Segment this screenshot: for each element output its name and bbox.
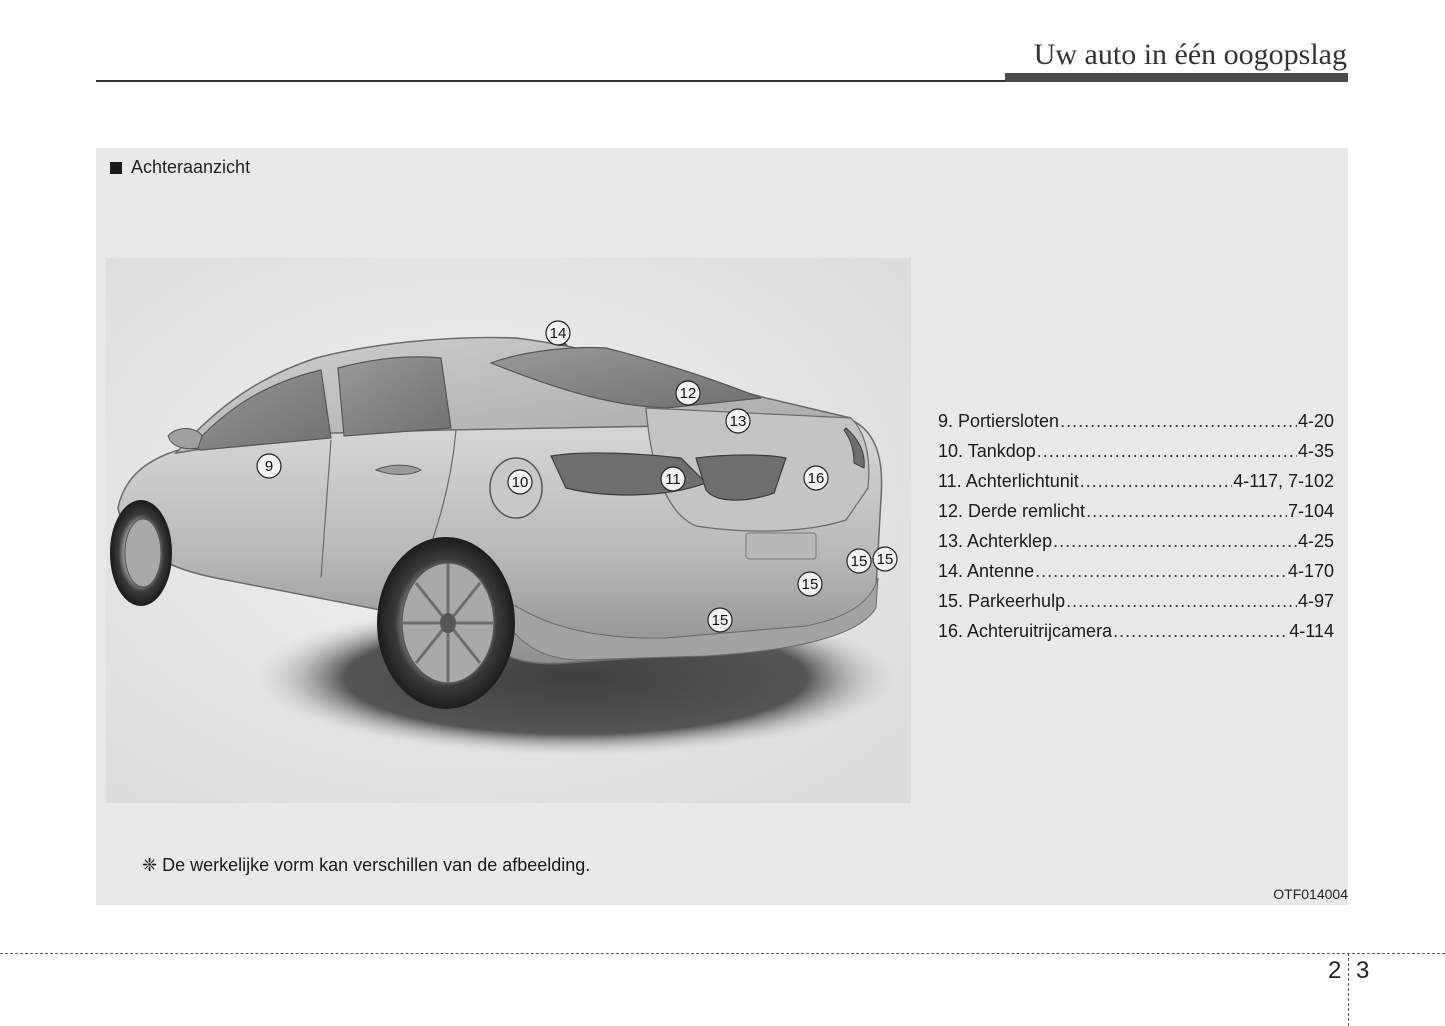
section-label [110,157,250,178]
legend-page-ref: 7-104 [1287,501,1334,521]
legend-label: 9. Portiersloten [938,411,1060,431]
legend-page-ref: 4-97 [1297,591,1334,611]
legend-item [938,591,1334,621]
callout-10 [508,470,532,494]
svg-text:14: 14 [549,325,567,342]
svg-text:15: 15 [801,576,819,593]
callout-15c [798,572,822,596]
svg-text:15: 15 [876,551,894,568]
legend-page-ref: 4-114 [1289,621,1334,641]
callout-11 [661,467,685,491]
svg-text:9: 9 [264,458,274,475]
legend-label: 15. Parkeerhulp [938,591,1066,611]
legend-page-ref: 4-35 [1297,441,1334,461]
callout-13 [726,409,750,433]
disclaimer-note: ❈ De werkelijke vorm kan verschillen van de afbeelding. [142,855,591,875]
chapter-title: Uw auto in één oogopslag [1033,38,1347,71]
legend-item [938,501,1334,531]
leader-dots [1060,411,1297,432]
legend-page-ref: 4-170 [1287,561,1334,581]
header-accent-bar [1005,73,1348,82]
leader-dots [1066,591,1297,612]
svg-text:15: 15 [850,553,868,570]
callout-15a [847,549,871,573]
svg-text:15: 15 [711,612,729,629]
callout-14 [546,321,570,345]
legend-label: 11. Achterlichtunit [938,471,1079,491]
legend-label: 16. Achteruitrijcamera [938,621,1113,641]
legend-label: 14. Antenne [938,561,1035,581]
figure-panel [96,148,1348,905]
legend-item [938,411,1334,441]
car-rear-view-illustration [106,258,911,803]
legend-label: 13. Achterklep [938,531,1053,551]
legend-item [938,441,1334,471]
leader-dots [1080,471,1233,492]
legend-label: 10. Tankdop [938,441,1036,461]
rear-side-window [338,357,451,436]
page-number: 3 [1356,957,1370,984]
leader-dots [1053,531,1297,552]
legend-item [938,471,1334,501]
svg-text:16: 16 [807,470,825,487]
leader-dots [1086,501,1287,522]
legend-label: 12. Derde remlicht [938,501,1086,521]
license-plate-area [746,533,816,559]
component-legend [938,411,1334,651]
square-bullet-icon [110,162,122,174]
callout-16 [804,466,828,490]
front-wheel-rim [125,519,161,587]
legend-page-ref: 4-20 [1297,411,1334,431]
page-chapter-number: 2 [1328,957,1342,984]
callout-12 [676,381,700,405]
right-tail-light [696,455,786,500]
svg-text:12: 12 [679,385,697,402]
svg-text:10: 10 [511,474,529,491]
legend-item [938,561,1334,591]
svg-text:11: 11 [665,471,681,488]
figure-code: OTF014004 [1273,886,1348,902]
callout-15d [708,608,732,632]
rear-wheel-hub [440,613,456,633]
svg-text:13: 13 [729,413,747,430]
legend-page-ref: 4-25 [1297,531,1334,551]
page-number-separator [1348,953,1349,1026]
legend-page-ref: 4-117, 7-102 [1233,471,1334,491]
leader-dots [1037,441,1297,462]
legend-item [938,531,1334,561]
leader-dots [1113,621,1288,642]
callout-9 [257,454,281,478]
callout-15b [873,547,897,571]
section-label-text: Achteraanzicht [131,157,251,177]
footer-dashed-rule [0,953,1445,954]
legend-item [938,621,1334,651]
leader-dots [1035,561,1287,582]
